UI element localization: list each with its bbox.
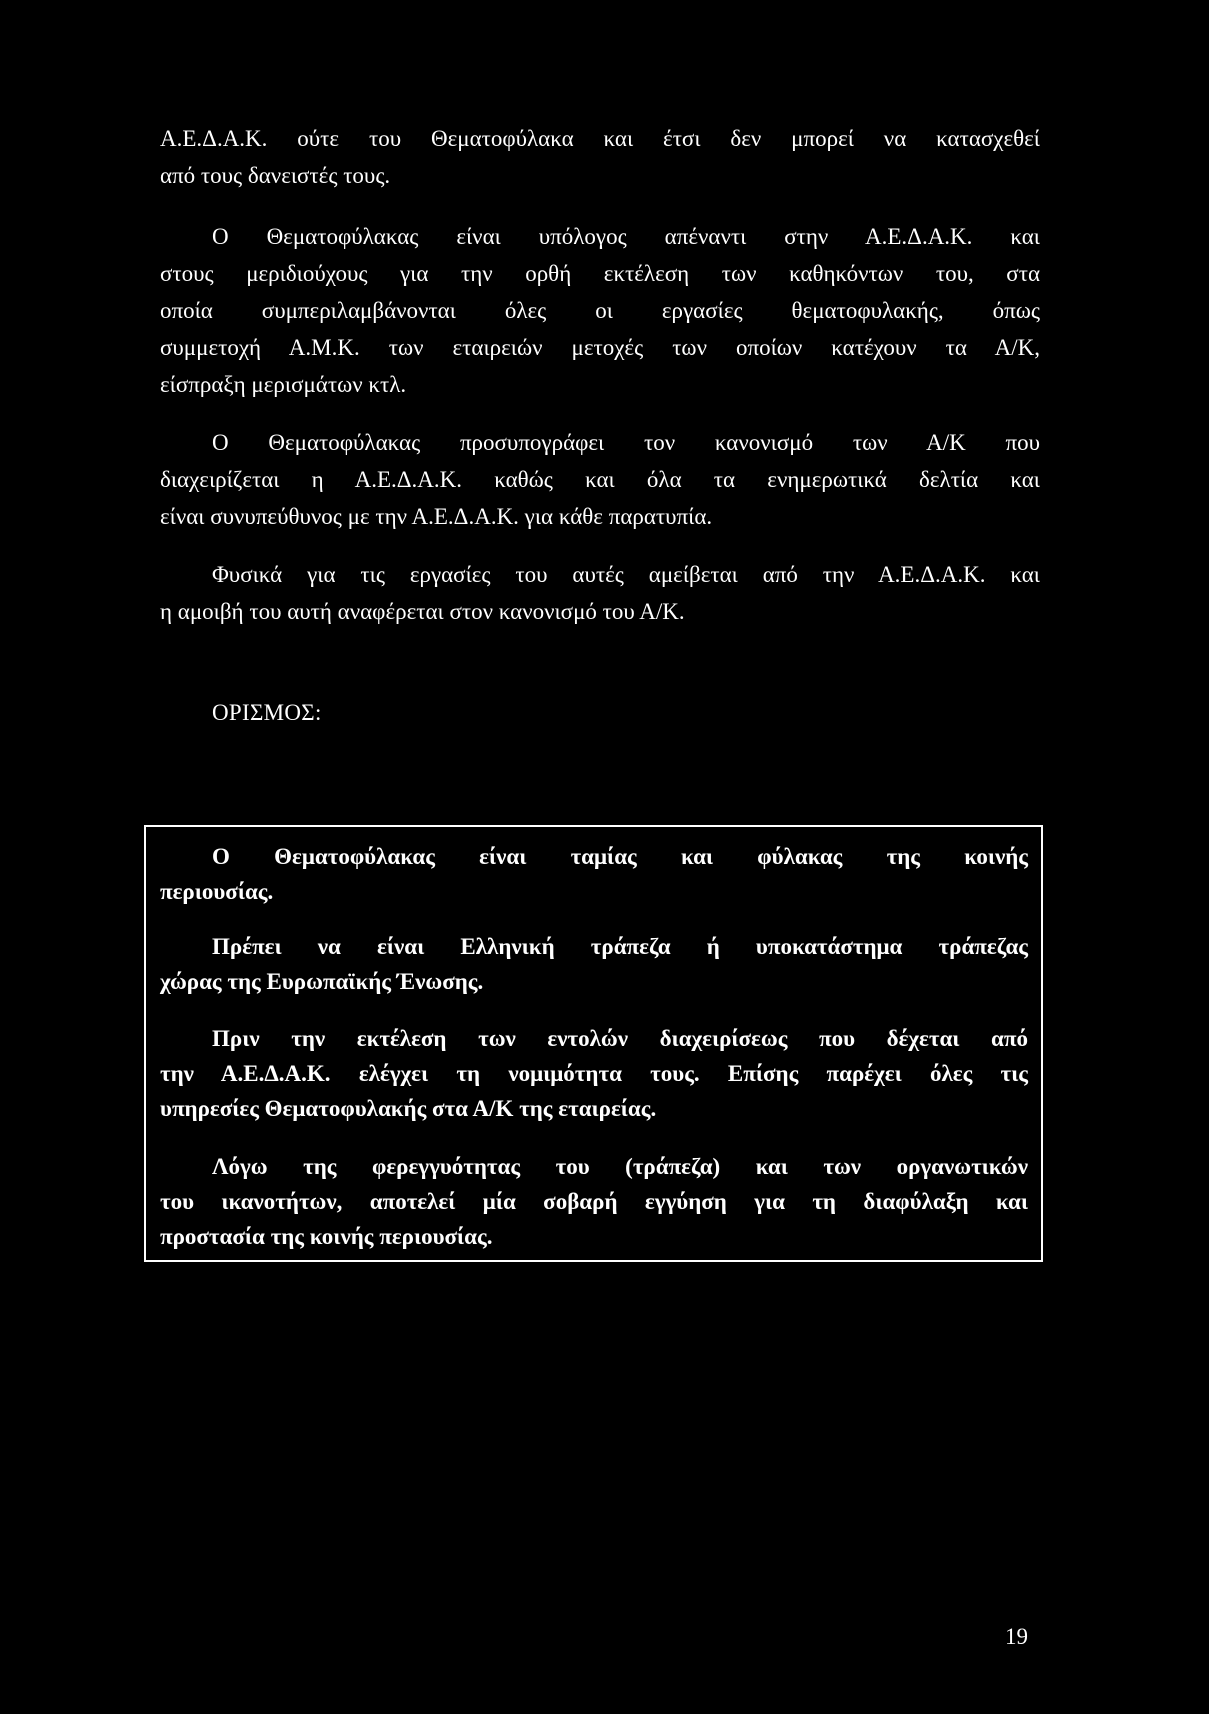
text-line: Ο Θεματοφύλακας είναι υπόλογος απέναντι στην Α.Ε.Δ.Α.Κ. και xyxy=(212,224,1040,249)
definition-heading: ΟΡΙΣΜΟΣ: xyxy=(212,700,322,725)
text-line: διαχειρίζεται η Α.Ε.Δ.Α.Κ. καθώς και όλα τα ενημερωτικά δελτία και xyxy=(160,467,1040,492)
text-line: Ο Θεματοφύλακας προσυπογράφει τον κανονισμό των Α/Κ που xyxy=(212,430,1040,455)
text-line: στους μεριδιούχους για την ορθή εκτέλεση των καθηκόντων του, στα xyxy=(160,261,1040,286)
text-line: υπηρεσίες Θεματοφυλακής στα Α/Κ της εταιρείας. xyxy=(160,1096,657,1121)
definition-paragraph-3 xyxy=(160,1021,1028,1126)
text-line: είναι συνυπεύθυνος με την Α.Ε.Δ.Α.Κ. για κάθε παρατυπία. xyxy=(160,504,713,529)
text-line: Λόγω της φερεγγυότητας του (τράπεζα) και των οργανωτικών xyxy=(212,1154,1028,1179)
text-line: Φυσικά για τις εργασίες του αυτές αμείβεται από την Α.Ε.Δ.Α.Κ. και xyxy=(212,562,1040,587)
text-line: περιουσίας. xyxy=(160,879,274,904)
paragraph-1 xyxy=(160,120,1040,194)
paragraph-3 xyxy=(160,424,1040,535)
text-line: Α.Ε.Δ.Α.Κ. ούτε του Θεματοφύλακα και έτσι δεν μπορεί να κατασχεθεί xyxy=(160,126,1040,151)
text-line: την Α.Ε.Δ.Α.Κ. ελέγχει τη νομιμότητα τους. Επίσης παρέχει όλες τις xyxy=(160,1061,1028,1086)
text-line: Ο Θεματοφύλακας είναι ταμίας και φύλακας της κοινής xyxy=(212,844,1028,869)
text-line: Πρέπει να είναι Ελληνική τράπεζα ή υποκατάστημα τράπεζας xyxy=(212,934,1028,959)
paragraph-2 xyxy=(160,218,1040,403)
text-line: χώρας της Ευρωπαϊκής Ένωσης. xyxy=(160,969,484,994)
page-number: 19 xyxy=(1005,1624,1028,1649)
text-line: Πριν την εκτέλεση των εντολών διαχειρίσεως που δέχεται από xyxy=(212,1026,1028,1051)
definition-paragraph-2 xyxy=(160,929,1028,999)
text-line: από τους δανειστές τους. xyxy=(160,163,391,188)
text-line: οποία συμπεριλαμβάνονται όλες οι εργασίες θεματοφυλακής, όπως xyxy=(160,298,1040,323)
definition-paragraph-1 xyxy=(160,839,1028,909)
text-line: προστασία της κοινής περιουσίας. xyxy=(160,1224,493,1249)
text-line: συμμετοχή Α.Μ.Κ. των εταιρειών μετοχές των οποίων κατέχουν τα Α/Κ, xyxy=(160,335,1040,360)
text-line: είσπραξη μερισμάτων κτλ. xyxy=(160,372,407,397)
definition-box xyxy=(144,825,1043,1262)
text-line: του ικανοτήτων, αποτελεί μία σοβαρή εγγύηση για τη διαφύλαξη και xyxy=(160,1189,1028,1214)
definition-paragraph-4 xyxy=(160,1149,1028,1254)
text-line: η αμοιβή του αυτή αναφέρεται στον κανονισμό του Α/Κ. xyxy=(160,599,685,624)
paragraph-4 xyxy=(160,556,1040,630)
